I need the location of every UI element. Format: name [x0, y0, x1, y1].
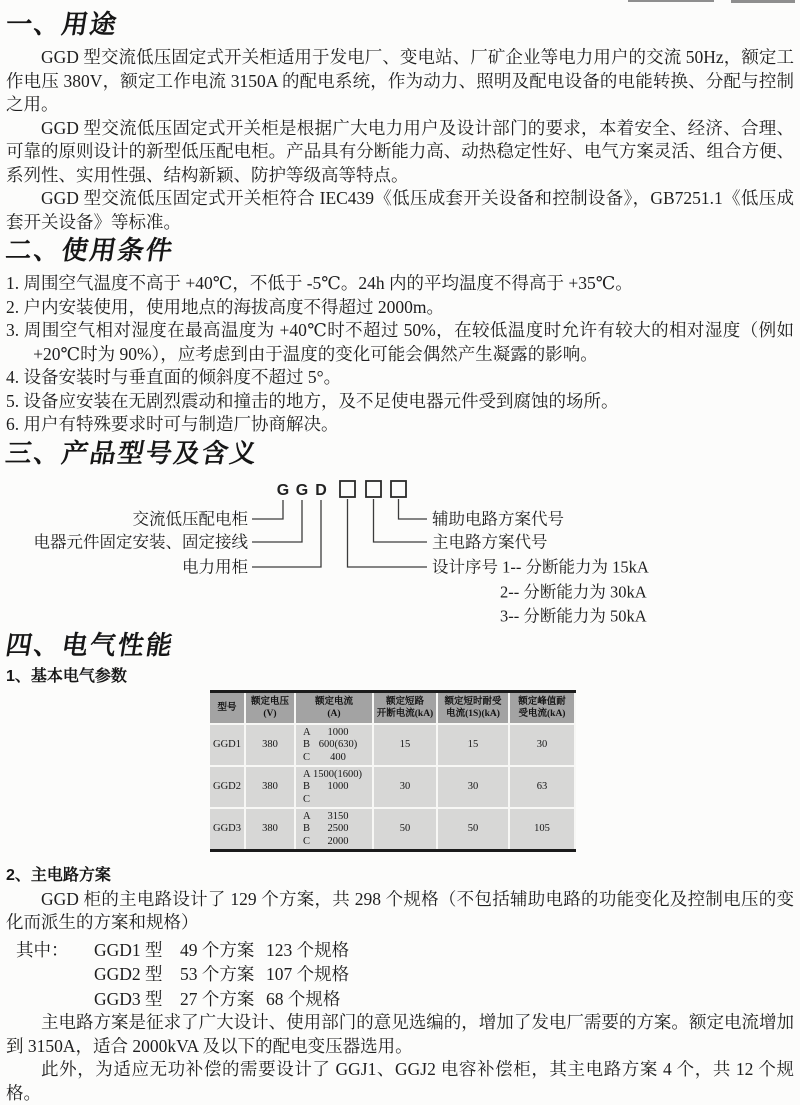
scheme-summary — [6, 938, 794, 1012]
paragraph: GGD 型交流低压固定式开关柜是根据广大电力用户及设计部门的要求，本着安全、经济、合理、可靠的原则设计的新型低压配电柜。产品具有分断能力高、动热稳定性好、电气方案灵活、组合方便、系列性、实用性强、结构新颖、防护等级高等特点。 — [6, 117, 794, 185]
scheme-prefix: 其中： — [16, 939, 69, 960]
model-cell: GGD1 — [210, 725, 244, 765]
list-item: 4. 设备安装时与垂直面的倾斜度不超过 5°。 — [6, 367, 342, 387]
diagram-label-left: 交流低压配电柜 — [132, 509, 248, 528]
breaking-current-cell: 15 — [374, 725, 436, 765]
model-code-box — [340, 481, 355, 497]
diagram-label-left: 电力用柜 — [182, 557, 248, 576]
section-heading-conditions: 二、使用条件 — [3, 235, 177, 265]
table-header-row — [210, 693, 576, 723]
usage-paragraphs — [6, 46, 794, 234]
voltage-cell: 380 — [246, 725, 294, 765]
table-row — [210, 809, 576, 849]
diagram-label-design-option: 2-- 分断能力为 30kA — [500, 582, 647, 601]
list-item: 6. 用户有特殊要求时可与制造厂协商解决。 — [6, 414, 339, 434]
electrical-parameters-table — [210, 690, 576, 852]
scheme-row: 其中： GGD1 型 49 个方案 123 个规格 — [6, 938, 794, 963]
subheading-basic-params: 1、基本电气参数 — [6, 667, 127, 685]
table-header-cell: 额定短时耐受 电流(1S)(kA) — [438, 693, 508, 723]
conditions-list — [6, 272, 794, 437]
model-letter: D — [315, 481, 327, 499]
diagram-label-left: 电器元件固定安装、固定接线 — [33, 532, 248, 551]
peak-current-cell: 105 — [510, 809, 574, 849]
scan-artifact-line — [731, 0, 795, 3]
connector-line — [399, 499, 428, 519]
connector-line — [348, 499, 428, 567]
current-cell: A 1000 B 600(630) C 400 — [296, 725, 372, 765]
breaking-current-cell: 30 — [374, 767, 436, 807]
list-item: 5. 设备应安装在无剧烈震动和撞击的地方，及不足使电器元件受到腐蚀的场所。 — [6, 390, 619, 411]
model-cell: GGD2 — [210, 767, 244, 807]
voltage-cell: 380 — [246, 809, 294, 849]
model-letter: G — [295, 481, 309, 499]
list-item: 1. 周围空气温度不高于 +40℃，不低于 -5℃。24h 内的平均温度不得高于 +35℃。 — [6, 273, 633, 293]
table-header-cell: 额定电流 (A) — [296, 693, 372, 723]
paragraph: GGD 型交流低压固定式开关柜适用于发电厂、变电站、厂矿企业等电力用户的交流 50Hz，额定工作电压 380V，额定工作电流 3150A 的配电系统，作为动力、照明及配电设备的电能转换、分配与控制之用。 — [6, 47, 794, 114]
connector-line — [252, 500, 321, 567]
table-header-cell: 型号 — [210, 693, 244, 723]
model-code-box — [366, 481, 381, 497]
section-heading-model: 三、产品型号及含义 — [3, 437, 261, 468]
model-code-diagram — [6, 471, 794, 629]
current-cell: A 1500(1600) B 1000 C — [296, 767, 372, 807]
section-heading-usage: 一、用途 — [3, 9, 121, 39]
withstand-current-cell: 30 — [438, 767, 508, 807]
section-heading-performance: 四、电气性能 — [3, 629, 177, 660]
list-item: 2. 户内安装使用，使用地点的海拔高度不得超过 2000m。 — [6, 296, 444, 317]
table-header-cell: 额定峰值耐 受电流(kA) — [510, 693, 574, 723]
scan-artifact-line — [628, 0, 714, 2]
withstand-current-cell: 15 — [438, 725, 508, 765]
scheme-row: GGD3 型 27 个方案 68 个规格 — [94, 988, 341, 1009]
closing-paragraphs — [6, 1011, 794, 1105]
model-letter: G — [276, 481, 290, 499]
diagram-label-design-option: 3-- 分断能力为 50kA — [500, 606, 647, 625]
paragraph: GGD 柜的主电路设计了 129 个方案，共 298 个规格（不包括辅助电路的功能变化及控制电压的变化而派生的方案和规格） — [6, 888, 794, 932]
paragraph: 此外，为适应无功补偿的需要设计了 GGJ1、GGJ2 电容补偿柜，其主电路方案 4 个，共 12 个规格。 — [6, 1059, 794, 1103]
connector-line — [252, 500, 283, 519]
table-header-cell: 额定短路 开断电流(kA) — [374, 693, 436, 723]
current-cell: A 3150 B 2500 C 2000 — [296, 809, 372, 849]
table-row — [210, 725, 576, 765]
voltage-cell: 380 — [246, 767, 294, 807]
paragraph: GGD 型交流低压固定式开关柜符合 IEC439《低压成套开关设备和控制设备》，GB7251.1《低压成套开关设备》等标准。 — [6, 188, 794, 232]
peak-current-cell: 30 — [510, 725, 574, 765]
connector-line — [252, 500, 302, 542]
model-code-box — [391, 481, 406, 497]
model-cell: GGD3 — [210, 809, 244, 849]
list-item: 3. 周围空气相对湿度在最高温度为 +40℃时不超过 50%，在较低温度时允许有较大的相对湿度（例如 +20℃时为 90%），应考虑到由于温度的变化可能会偶然产生凝露的影响。 — [6, 320, 794, 364]
withstand-current-cell: 50 — [438, 809, 508, 849]
breaking-current-cell: 50 — [374, 809, 436, 849]
diagram-label-right: 主电路方案代号 — [432, 532, 548, 551]
subheading-main-circuit: 2、主电路方案 — [6, 866, 111, 884]
peak-current-cell: 63 — [510, 767, 574, 807]
diagram-label-design: 设计序号 1-- 分断能力为 15kA — [432, 557, 649, 576]
table-header-cell: 额定电压 (V) — [246, 693, 294, 723]
connector-line — [374, 499, 428, 542]
table-row — [210, 767, 576, 807]
main-circuit-paragraphs — [6, 888, 794, 935]
scheme-row: GGD2 型 53 个方案 107 个规格 — [94, 964, 350, 984]
diagram-label-right: 辅助电路方案代号 — [432, 509, 564, 528]
paragraph: 主电路方案是征求了广大设计、使用部门的意见选编的，增加了发电厂需要的方案。额定电流增加到 3150A，适合 2000kVA 及以下的配电变压器选用。 — [6, 1012, 794, 1056]
